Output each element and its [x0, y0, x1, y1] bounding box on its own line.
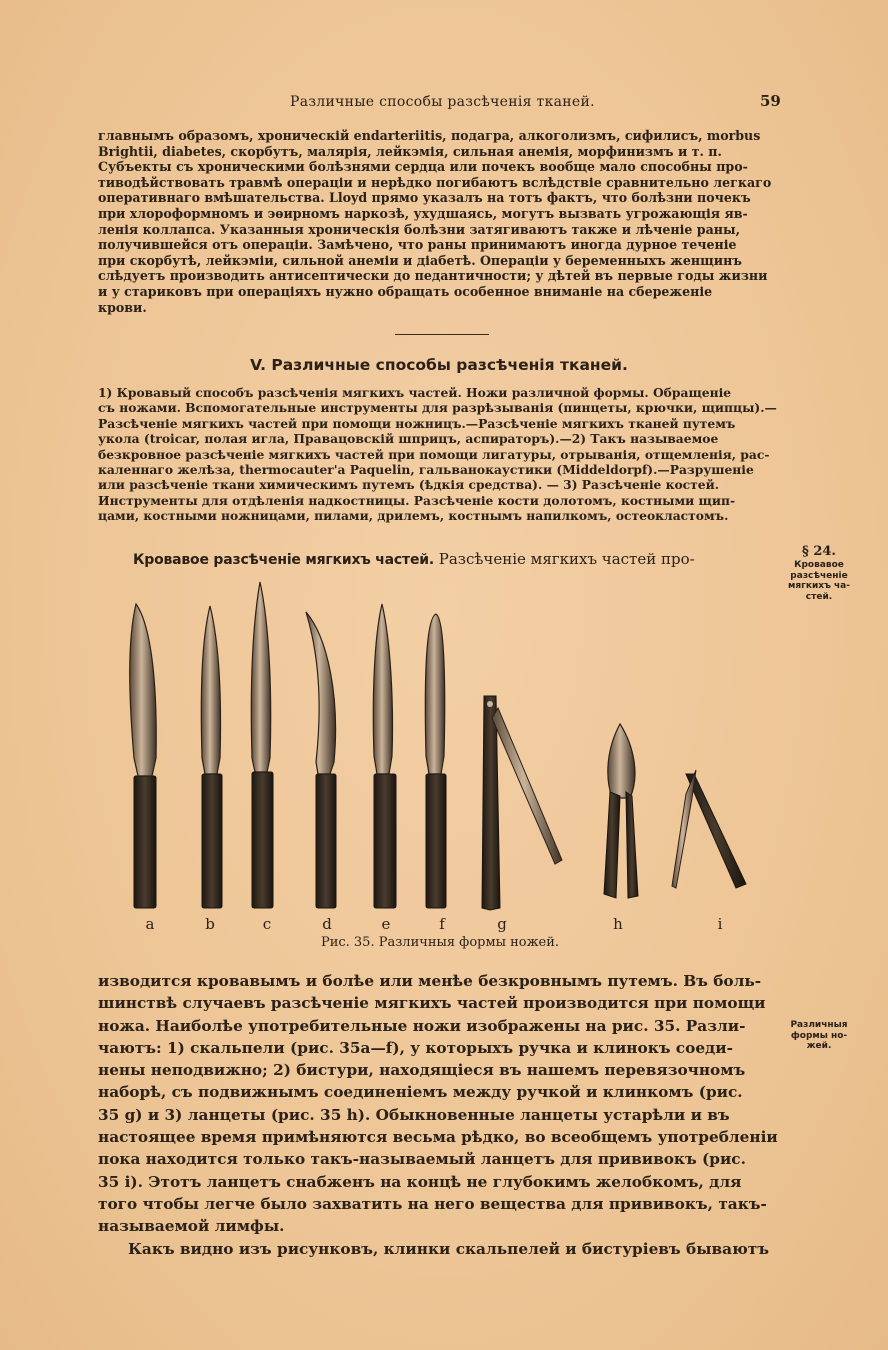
- figure-label-f: f: [439, 915, 445, 933]
- subsection-lead-text: Разсѣченіе мягкихъ частей про-: [438, 550, 695, 568]
- knife-c: [251, 582, 273, 908]
- figure-label-g: g: [497, 915, 507, 933]
- intro-paragraph: [98, 128, 780, 315]
- text-line: Brightii, diabetes, скорбутъ, малярія, лейкэмія, сильная анемія, морфинизмъ и т. п.: [98, 143, 722, 159]
- knife-f: [425, 614, 446, 908]
- subsection-opening: [133, 550, 783, 568]
- page-number: 59: [760, 92, 781, 110]
- text-line: получившейся отъ операціи. Замѣчено, что раны принимаютъ иногда дурное теченіе: [98, 237, 737, 253]
- figure-label-d: d: [322, 915, 332, 933]
- margin-note-line: Кровавое: [794, 560, 844, 570]
- text-line: оперативнаго вмѣшательства. Lloyd прямо указалъ на тотъ фактъ, что болѣзни почекъ: [98, 190, 751, 206]
- margin-note-knife-forms: [784, 1020, 854, 1052]
- figure-label-i: i: [717, 915, 723, 933]
- margin-note-line: Различныя: [790, 1020, 848, 1030]
- figure-label-h: h: [613, 915, 623, 933]
- section-heading: V. Различные способы разсѣченія тканей.: [250, 356, 628, 374]
- lancet-h: [604, 724, 638, 898]
- text-line: при хлороформномъ и эѳирномъ наркозѣ, ухудшаясь, могутъ вызвать угрожающія яв-: [98, 205, 748, 221]
- margin-note-line: разсѣченіе: [790, 570, 848, 581]
- text-line: съ ножами. Вспомогательные инструменты для разрѣзыванія (пинцеты, крючки, щипцы).—: [98, 400, 777, 416]
- text-line: каленнаго желѣза, thermocauter'a Paquelin, гальванокаустики (Middeldorpf).—Разрушеніе: [98, 462, 754, 478]
- section-divider: [395, 334, 489, 335]
- margin-note-paragraph-24: [784, 543, 854, 602]
- text-line: изводится кровавымъ и болѣе или менѣе безкровнымъ путемъ. Въ боль-: [98, 972, 762, 990]
- figure-label-c: c: [262, 915, 272, 933]
- text-line: Какъ видно изъ рисунковъ, клинки скальпелей и бистуріевъ бываютъ: [128, 1239, 769, 1258]
- text-line: и у стариковъ при операціяхъ нужно обращать особенное вниманіе на сбереженіе: [98, 283, 713, 299]
- margin-note-line: стей.: [805, 591, 833, 602]
- section-summary: [98, 385, 780, 524]
- text-line: 35 i). Этотъ ланцетъ снабженъ на концѣ не глубокимъ желобкомъ, для: [98, 1172, 742, 1191]
- text-line: безкровное разсѣченіе мягкихъ частей при помощи лигатуры, отрыванія, отщемленія, рас-: [98, 446, 770, 462]
- paragraph-number: § 24.: [802, 544, 836, 559]
- text-line: Субъекты съ хроническими болѣзнями сердца или почекъ вообще мало способны про-: [98, 159, 748, 175]
- margin-note-line: мягкихъ ча-: [788, 581, 850, 591]
- bistoury-g: [482, 696, 562, 910]
- text-line: при скорбутѣ, лейкэміи, сильной анеміи и діабетѣ. Операціи у беременныхъ женщинъ: [98, 252, 742, 268]
- text-line: Разсѣченіе мягкихъ частей при помощи ножницъ.—Разсѣченіе мягкихъ тканей путемъ: [98, 415, 736, 431]
- text-line: пока находится только такъ-называемый ланцетъ для прививокъ (рис.: [98, 1150, 746, 1169]
- vaccination-lancet-i: [672, 770, 746, 888]
- text-line: называемой лимфы.: [98, 1217, 285, 1236]
- text-line: тиводѣйствовать травмѣ операціи и нерѣдко погибаютъ вслѣдствіе сравнительно легкаго: [98, 174, 772, 190]
- figure-label-e: e: [381, 915, 391, 933]
- margin-note-line: формы но-: [790, 1030, 848, 1041]
- text-line: ножа. Наиболѣе употребительные ножи изображены на рис. 35. Разли-: [98, 1016, 746, 1035]
- knives-illustration: [100, 578, 780, 918]
- text-line: чаютъ: 1) скальпели (рис. 35a—f), у которыхъ ручка и клинокъ соеди-: [98, 1038, 733, 1057]
- knife-a: [130, 604, 156, 908]
- text-line: того чтобы легче было захватить на него вещества для прививокъ, такъ-: [98, 1194, 767, 1213]
- figure-label-a: a: [145, 915, 155, 933]
- text-line: настоящее время примѣняются весьма рѣдко, во всеобщемъ употребленіи: [98, 1128, 778, 1147]
- figure-label-b: b: [205, 915, 215, 933]
- margin-note-line: жей.: [806, 1041, 832, 1051]
- text-line: нены неподвижно; 2) бистури, находящіеся въ нашемъ перевязочномъ: [98, 1061, 746, 1080]
- text-line: крови.: [98, 299, 147, 315]
- text-line: шинствѣ случаевъ разсѣченіе мягкихъ частей производится при помощи: [98, 994, 766, 1013]
- text-line: 35 g) и 3) ланцеты (рис. 35 h). Обыкновенные ланцеты устарѣли и въ: [98, 1105, 730, 1124]
- figure-caption: Рис. 35. Различныя формы ножей.: [320, 935, 560, 950]
- text-line: главнымъ образомъ, хроническій endarteriitis, подагра, алкоголизмъ, сифилисъ, morbus: [98, 128, 761, 143]
- text-line: Инструменты для отдѣленія надкостницы. Разсѣченіе кости долотомъ, костными щип-: [98, 492, 736, 508]
- body-paragraph: [98, 970, 780, 1260]
- running-head: Различные способы разсѣченія тканей.: [290, 94, 595, 110]
- text-line: или разсѣченіе ткани химическимъ путемъ (ѣдкія средства). — 3) Разсѣченіе костей.: [98, 477, 720, 493]
- knife-d: [306, 612, 336, 908]
- figure-35-knives: [100, 578, 780, 938]
- text-line: укола (troicar, полая игла, Правацовскій шприцъ, аспираторъ).—2) Такъ называемое: [98, 431, 719, 447]
- text-line: наборѣ, съ подвижнымъ соединеніемъ между ручкой и клинкомъ (рис.: [98, 1083, 743, 1102]
- knife-b: [201, 606, 222, 908]
- text-line: цами, костными ножницами, пилами, дрилемъ, костнымъ напилкомъ, остеокластомъ.: [98, 508, 729, 524]
- text-line: 1) Кровавый способъ разсѣченія мягкихъ частей. Ножи различной формы. Обращеніе: [98, 385, 732, 400]
- knife-e: [373, 604, 396, 908]
- text-line: ленія коллапса. Указанныя хроническія болѣзни затягиваютъ также и лѣченіе раны,: [98, 221, 740, 237]
- subsection-title: Кровавое разсѣченіе мягкихъ частей.: [133, 552, 434, 568]
- text-line: слѣдуетъ производить антисептически до педантичности; у дѣтей въ первые годы жизни: [98, 268, 768, 284]
